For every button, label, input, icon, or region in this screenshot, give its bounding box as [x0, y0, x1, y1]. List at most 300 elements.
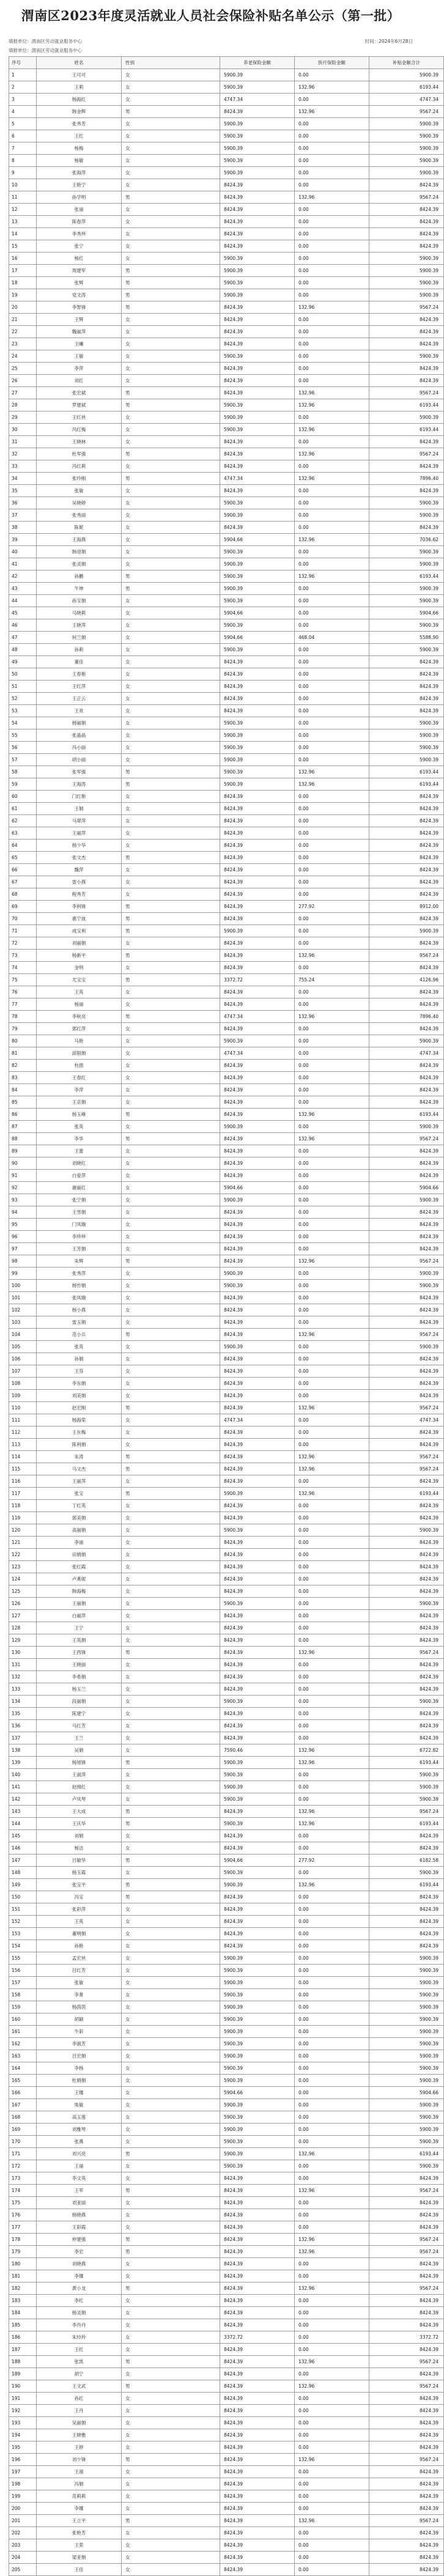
cell-total: 9567.24	[369, 1402, 444, 1414]
cell-gender: 女	[122, 1977, 220, 1989]
cell-pension: 5900.39	[220, 1280, 295, 1292]
table-row	[9, 1818, 444, 1830]
cell-index: 201	[9, 2515, 37, 2527]
cell-name: 王晓丽	[37, 1659, 122, 1671]
cell-total: 5900.39	[369, 717, 444, 729]
cell-total: 5900.39	[369, 1952, 444, 1965]
cell-name: 杨茵茵	[37, 2001, 122, 2013]
cell-name: 冯红梅	[37, 424, 122, 436]
cell-name: 陈建宁	[37, 1708, 122, 1720]
cell-index: 60	[9, 791, 37, 803]
cell-gender: 女	[122, 179, 220, 191]
cell-gender: 女	[122, 1390, 220, 1402]
cell-gender: 女	[122, 1304, 220, 1316]
cell-gender: 男	[122, 2246, 220, 2258]
cell-gender: 女	[122, 1426, 220, 1439]
cell-gender: 女	[122, 1720, 220, 1732]
cell-total: 8424.39	[369, 2295, 444, 2307]
cell-pension: 5900.39	[220, 2148, 295, 2160]
cell-index: 29	[9, 411, 37, 424]
cell-medical: 132.96	[295, 448, 369, 460]
cell-gender: 女	[122, 2319, 220, 2331]
cell-total: 8424.39	[369, 2527, 444, 2539]
cell-index: 141	[9, 1781, 37, 1793]
cell-medical: 0.00	[295, 1989, 369, 2001]
cell-pension: 5900.39	[220, 2124, 295, 2136]
cell-name: 朱涛	[37, 1451, 122, 1463]
cell-total: 8424.39	[369, 1671, 444, 1683]
cell-index: 104	[9, 1329, 37, 1341]
cell-medical: 0.00	[295, 350, 369, 363]
cell-pension: 5900.39	[220, 1696, 295, 1708]
cell-index: 167	[9, 2099, 37, 2111]
cell-pension: 5900.39	[220, 1524, 295, 1537]
cell-medical: 0.00	[295, 925, 369, 937]
cell-name: 李杨	[37, 2062, 122, 2075]
table-row	[9, 2295, 444, 2307]
cell-medical: 0.00	[295, 497, 369, 509]
cell-pension: 8424.39	[220, 2221, 295, 2234]
cell-name: 高丽娟	[37, 1524, 122, 1537]
cell-pension: 8424.39	[220, 1561, 295, 1573]
cell-pension: 5900.39	[220, 130, 295, 142]
cell-total: 8424.39	[369, 216, 444, 228]
cell-name: 王红萍	[37, 681, 122, 693]
cell-pension: 5900.39	[220, 1194, 295, 1206]
cell-name: 王晓萍	[37, 619, 122, 632]
cell-pension: 8424.39	[220, 2234, 295, 2246]
cell-medical: 0.00	[295, 1365, 369, 1378]
cell-name: 李娜	[37, 2503, 122, 2515]
cell-total: 5900.39	[369, 729, 444, 742]
cell-pension: 5900.39	[220, 1867, 295, 1879]
cell-gender: 女	[122, 522, 220, 534]
table-row	[9, 754, 444, 766]
cell-pension: 8424.39	[220, 2441, 295, 2454]
cell-total: 8424.39	[369, 1708, 444, 1720]
cell-index: 105	[9, 1341, 37, 1353]
table-row	[9, 1011, 444, 1023]
cell-name: 李红	[37, 2295, 122, 2307]
table-row	[9, 1598, 444, 1610]
table-row	[9, 986, 444, 998]
cell-pension: 8424.39	[220, 1329, 295, 1341]
cell-name: 杨梅	[37, 142, 122, 155]
cell-gender: 男	[122, 950, 220, 962]
table-row	[9, 1268, 444, 1280]
cell-index: 182	[9, 2283, 37, 2295]
cell-gender: 女	[122, 803, 220, 815]
cell-gender: 女	[122, 595, 220, 607]
cell-pension: 5900.39	[220, 1121, 295, 1133]
cell-gender: 女	[122, 2307, 220, 2319]
cell-pension: 8424.39	[220, 1806, 295, 1818]
cell-pension: 5900.39	[220, 1952, 295, 1965]
table-row	[9, 2209, 444, 2221]
table-row	[9, 827, 444, 840]
cell-pension: 8424.39	[220, 2490, 295, 2503]
cell-index: 44	[9, 595, 37, 607]
cell-medical: 0.00	[295, 2441, 369, 2454]
cell-index: 195	[9, 2441, 37, 2454]
cell-gender: 女	[122, 1708, 220, 1720]
cell-medical: 132.96	[295, 81, 369, 94]
cell-name: 李利锋	[37, 901, 122, 913]
cell-gender: 女	[122, 253, 220, 265]
cell-gender: 男	[122, 1255, 220, 1268]
cell-total: 9567.24	[369, 2283, 444, 2295]
cell-index: 4	[9, 106, 37, 118]
cell-name: 梁亚娟	[37, 2552, 122, 2564]
cell-index: 31	[9, 436, 37, 448]
cell-name: 冯小丽	[37, 742, 122, 754]
cell-medical: 0.00	[295, 717, 369, 729]
cell-name: 白爱萍	[37, 1170, 122, 1182]
cell-gender: 男	[122, 191, 220, 204]
cell-gender: 女	[122, 607, 220, 619]
table-row	[9, 546, 444, 558]
cell-name: 李丽	[37, 1537, 122, 1549]
cell-medical: 0.00	[295, 522, 369, 534]
cell-name: 李珍珍	[37, 1231, 122, 1243]
table-row	[9, 1072, 444, 1084]
cell-index: 73	[9, 950, 37, 962]
cell-medical: 0.00	[295, 2466, 369, 2478]
cell-medical: 755.24	[295, 974, 369, 986]
table-row	[9, 1573, 444, 1585]
table-row	[9, 1390, 444, 1402]
table-row	[9, 2160, 444, 2172]
cell-name: 王欢	[37, 705, 122, 717]
cell-gender: 女	[122, 2038, 220, 2050]
cell-medical: 0.00	[295, 155, 369, 167]
cell-total: 5588.90	[369, 632, 444, 644]
table-row	[9, 1500, 444, 1512]
cell-name: 王丽萍	[37, 827, 122, 840]
cell-name: 吴丽娟	[37, 2417, 122, 2429]
cell-medical: 0.00	[295, 668, 369, 681]
cell-total: 8424.39	[369, 1475, 444, 1488]
cell-gender: 女	[122, 1268, 220, 1280]
table-row	[9, 2356, 444, 2368]
cell-gender: 女	[122, 1928, 220, 1940]
table-header-row	[9, 57, 444, 69]
cell-index: 66	[9, 864, 37, 876]
cell-pension: 8424.39	[220, 1439, 295, 1451]
cell-gender: 女	[122, 350, 220, 363]
cell-name: 朱辉	[37, 1255, 122, 1268]
cell-gender: 女	[122, 962, 220, 974]
cell-medical: 0.00	[295, 2527, 369, 2539]
cell-name: 冯宝	[37, 1891, 122, 1903]
table-row	[9, 2172, 444, 2185]
cell-gender: 女	[122, 840, 220, 852]
cell-gender: 男	[122, 2283, 220, 2295]
cell-index: 142	[9, 1793, 37, 1806]
cell-index: 139	[9, 1757, 37, 1769]
cell-pension: 8424.39	[220, 2307, 295, 2319]
cell-gender: 女	[122, 1231, 220, 1243]
table-row	[9, 815, 444, 827]
cell-medical: 132.96	[295, 1255, 369, 1268]
cell-gender: 女	[122, 155, 220, 167]
table-row	[9, 497, 444, 509]
cell-pension: 8424.39	[220, 1463, 295, 1475]
cell-name: 张英	[37, 1341, 122, 1353]
cell-name: 孙娟	[37, 1353, 122, 1365]
cell-pension: 5900.39	[220, 497, 295, 509]
col-header-gender: 性别	[122, 57, 220, 69]
cell-index: 181	[9, 2270, 37, 2283]
cell-medical: 0.00	[295, 2013, 369, 2026]
table-row	[9, 2393, 444, 2405]
cell-gender: 女	[122, 1573, 220, 1585]
cell-name: 王京娟	[37, 1096, 122, 1109]
cell-gender: 男	[122, 265, 220, 277]
cell-index: 130	[9, 1647, 37, 1659]
cell-pension: 8424.39	[220, 950, 295, 962]
cell-medical: 132.96	[295, 1402, 369, 1414]
cell-index: 125	[9, 1585, 37, 1598]
cell-index: 101	[9, 1292, 37, 1304]
cell-total: 8424.39	[369, 2429, 444, 2441]
table-row	[9, 1023, 444, 1035]
cell-gender: 女	[122, 142, 220, 155]
cell-total: 8424.39	[369, 2344, 444, 2356]
cell-medical: 132.96	[295, 1463, 369, 1475]
cell-name: 李萍	[37, 1084, 122, 1096]
table-row	[9, 2258, 444, 2270]
cell-pension: 5900.39	[220, 1781, 295, 1793]
cell-gender: 女	[122, 314, 220, 326]
cell-index: 168	[9, 2111, 37, 2124]
cell-pension: 5900.39	[220, 729, 295, 742]
cell-total: 8424.39	[369, 2197, 444, 2209]
cell-pension: 8424.39	[220, 1023, 295, 1035]
cell-medical: 0.00	[295, 1573, 369, 1585]
table-row	[9, 1854, 444, 1867]
cell-pension: 8424.39	[220, 2344, 295, 2356]
cell-index: 166	[9, 2087, 37, 2099]
cell-total: 6182.58	[369, 1854, 444, 1867]
table-row	[9, 2283, 444, 2295]
cell-medical: 0.00	[295, 693, 369, 705]
cell-name: 成宝利	[37, 925, 122, 937]
table-row	[9, 913, 444, 925]
cell-pension: 8424.39	[220, 1928, 295, 1940]
cell-gender: 女	[122, 1781, 220, 1793]
table-row	[9, 2026, 444, 2038]
cell-pension: 8424.39	[220, 2393, 295, 2405]
cell-total: 8424.39	[369, 1573, 444, 1585]
cell-medical: 132.96	[295, 1744, 369, 1757]
cell-gender: 女	[122, 1121, 220, 1133]
cell-index: 100	[9, 1280, 37, 1292]
cell-gender: 女	[122, 937, 220, 950]
cell-gender: 女	[122, 460, 220, 473]
cell-total: 5900.39	[369, 1268, 444, 1280]
table-row	[9, 2111, 444, 2124]
table-row	[9, 1634, 444, 1647]
cell-gender: 女	[122, 497, 220, 509]
cell-gender: 女	[122, 2197, 220, 2209]
cell-pension: 5900.39	[220, 399, 295, 411]
cell-pension: 8424.39	[220, 962, 295, 974]
table-row	[9, 1757, 444, 1769]
cell-gender: 女	[122, 1659, 220, 1671]
cell-index: 140	[9, 1769, 37, 1781]
cell-index: 26	[9, 375, 37, 387]
cell-total: 6193.44	[369, 766, 444, 778]
cell-pension: 8424.39	[220, 998, 295, 1011]
table-row	[9, 864, 444, 876]
cell-medical: 0.00	[295, 644, 369, 656]
cell-name: 王红	[37, 2344, 122, 2356]
cell-medical: 0.00	[295, 546, 369, 558]
cell-name: 王晓林	[37, 436, 122, 448]
cell-index: 174	[9, 2185, 37, 2197]
cell-index: 196	[9, 2454, 37, 2466]
cell-name: 张秀丽	[37, 509, 122, 522]
cell-total: 8424.39	[369, 2490, 444, 2503]
cell-medical: 132.96	[295, 191, 369, 204]
cell-index: 192	[9, 2405, 37, 2417]
cell-pension: 8424.39	[220, 1072, 295, 1084]
table-row	[9, 1683, 444, 1696]
cell-medical: 0.00	[295, 1170, 369, 1182]
table-row	[9, 803, 444, 815]
cell-medical: 0.00	[295, 827, 369, 840]
cell-name: 王敏	[37, 350, 122, 363]
cell-pension: 5900.39	[220, 2062, 295, 2075]
cell-total: 5900.39	[369, 1598, 444, 1610]
cell-total: 5900.39	[369, 925, 444, 937]
table-row	[9, 583, 444, 595]
table-row	[9, 2466, 444, 2478]
cell-medical: 0.00	[295, 1304, 369, 1316]
cell-name: 王丽娟	[37, 1598, 122, 1610]
table-row	[9, 1414, 444, 1426]
cell-total: 8424.39	[369, 852, 444, 864]
cell-pension: 5900.39	[220, 570, 295, 583]
cell-total: 8912.00	[369, 901, 444, 913]
cell-name: 王婷	[37, 2441, 122, 2454]
cell-medical: 132.96	[295, 1488, 369, 1500]
cell-medical: 0.00	[295, 2331, 369, 2344]
cell-total: 8424.39	[369, 1683, 444, 1696]
cell-gender: 男	[122, 1011, 220, 1023]
cell-total: 8424.39	[369, 1316, 444, 1329]
cell-name: 王雪娟	[37, 1206, 122, 1219]
cell-index: 171	[9, 2148, 37, 2160]
cell-pension: 8424.39	[220, 2564, 295, 2576]
cell-index: 176	[9, 2209, 37, 2221]
cell-medical: 0.00	[295, 326, 369, 338]
cell-name: 张敏	[37, 1977, 122, 1989]
cell-name: 张军强	[37, 766, 122, 778]
cell-index: 25	[9, 363, 37, 375]
cell-name: 张宝平	[37, 1879, 122, 1891]
cell-name: 韩金辉	[37, 106, 122, 118]
cell-name: 王曦	[37, 338, 122, 350]
cell-total: 5900.39	[369, 2026, 444, 2038]
cell-total: 4747.34	[369, 1047, 444, 1060]
cell-gender: 女	[122, 754, 220, 766]
cell-index: 39	[9, 534, 37, 546]
cell-gender: 女	[122, 94, 220, 106]
cell-name: 刘亚丽	[37, 2197, 122, 2209]
cell-pension: 5904.66	[220, 1854, 295, 1867]
cell-total: 8424.39	[369, 998, 444, 1011]
cell-name: 惠宁波	[37, 913, 122, 925]
cell-name: 周建军	[37, 265, 122, 277]
cell-pension: 8424.39	[220, 1060, 295, 1072]
cell-pension: 5904.66	[220, 607, 295, 619]
cell-gender: 女	[122, 1512, 220, 1524]
cell-pension: 8424.39	[220, 668, 295, 681]
cell-total: 5900.39	[369, 546, 444, 558]
cell-name: 王佳	[37, 2564, 122, 2576]
cell-medical: 0.00	[295, 595, 369, 607]
cell-gender: 女	[122, 619, 220, 632]
cell-index: 87	[9, 1121, 37, 1133]
cell-total: 8424.39	[369, 375, 444, 387]
cell-pension: 8424.39	[220, 2258, 295, 2270]
page-title: 渭南区2023年度灵活就业人员社会保险补贴名单公示（第一批）	[21, 8, 401, 23]
cell-name: 王军	[37, 2185, 122, 2197]
table-row	[9, 2405, 444, 2417]
cell-gender: 男	[122, 766, 220, 778]
cell-medical: 0.00	[295, 1524, 369, 1537]
cell-medical: 0.00	[295, 2221, 369, 2234]
table-row	[9, 2221, 444, 2234]
cell-total: 5900.39	[369, 253, 444, 265]
cell-total: 8424.39	[369, 1842, 444, 1854]
cell-pension: 8424.39	[220, 1585, 295, 1598]
cell-medical: 132.96	[295, 1451, 369, 1463]
cell-index: 75	[9, 974, 37, 986]
cell-index: 126	[9, 1598, 37, 1610]
cell-medical: 132.96	[295, 387, 369, 399]
unit-label: 填报单位：渭南区劳动就业服务中心	[9, 39, 82, 44]
table-row	[9, 1219, 444, 1231]
cell-gender: 女	[122, 338, 220, 350]
table-row	[9, 2185, 444, 2197]
cell-index: 134	[9, 1696, 37, 1708]
cell-medical: 0.00	[295, 2062, 369, 2075]
cell-index: 91	[9, 1170, 37, 1182]
table-row	[9, 1696, 444, 1708]
cell-index: 12	[9, 204, 37, 216]
table-row	[9, 1231, 444, 1243]
cell-name: 孙红	[37, 2393, 122, 2405]
cell-index: 173	[9, 2172, 37, 2185]
table-row	[9, 1744, 444, 1757]
cell-name: 杨红	[37, 253, 122, 265]
cell-index: 119	[9, 1512, 37, 1524]
cell-total: 8424.39	[369, 460, 444, 473]
cell-gender: 女	[122, 2393, 220, 2405]
cell-name: 孙学明	[37, 191, 122, 204]
cell-medical: 0.00	[295, 1561, 369, 1573]
cell-gender: 女	[122, 1867, 220, 1879]
cell-pension: 7590.46	[220, 1744, 295, 1757]
cell-gender: 女	[122, 228, 220, 240]
cell-gender: 男	[122, 1451, 220, 1463]
cell-gender: 女	[122, 1842, 220, 1854]
cell-index: 191	[9, 2393, 37, 2405]
cell-index: 186	[9, 2331, 37, 2344]
